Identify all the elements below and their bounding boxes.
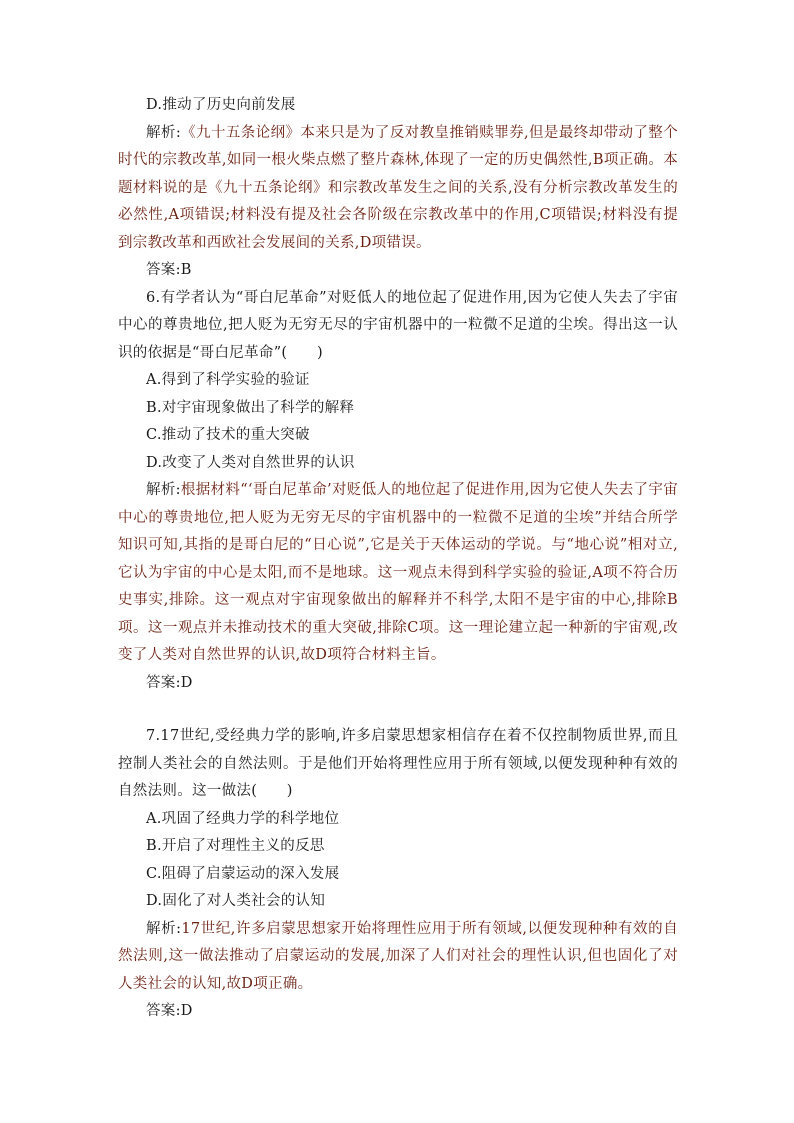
q6-explanation-text: 根据材料“‘哥白尼革命’对贬低人的地位起了促进作用,因为它使人失去了宇宙中心的尊贵地位,把人贬为无穷无尽的宇宙机器中的一粒微不足道的尘埃”并结合所学知识可知,其指的是哥白尼的“日心说”,它是关于天体运动的学说。与“地心说”相对立,它认为宇宙的中心是太阳,而不是地球。这一观点未得到科学实验的验证,A项不符合历史事实,排除。这一观点对宇宙现象做出的解释并不科学,太阳不是宇宙的中心,排除B项。这一观点并未推动技术的重大突破,排除C项。这一理论建立起一种新的宇宙观,改变了人类对自然世界的认识,故D项符合材料主旨。 [118,482,678,663]
q5-option-d: D.推动了历史向前发展 [146,97,296,113]
q7-stem: 7.17世纪,受经典力学的影响,许多启蒙思想家相信存在着不仅控制物质世界,而且控制人类社会的自然法则。于是他们开始将理性应用于所有领域,以便发现种种有效的自然法则。这一做法( ) [118,728,678,799]
q6-option-c: C.推动了技术的重大突破 [146,427,310,443]
q5-explanation [118,120,678,258]
q6-explanation [118,477,678,670]
q7-option-a: A.巩固了经典力学的科学地位 [146,810,340,827]
q6-option-a: A.得到了科学实验的验证 [146,372,310,388]
q6-stem: 6.有学者认为“哥白尼革命”对贬低人的地位起了促进作用,因为它使人失去了宇宙中心的尊贵地位,把人贬为无穷无尽的宇宙机器中的一粒微不足道的尘埃。得出这一认识的依据是“哥白尼革命”( ) [118,289,678,361]
q5-explanation-text: 《九十五条论纲》本来只是为了反对教皇推销赎罪券,但是最终却带动了整个时代的宗教改革,如同一根火柴点燃了整片森林,体现了一定的历史偶然性,B项正确。本题材料说的是《九十五条论纲》和宗教改革发生之间的关系,没有分析宗教改革发生的必然性,A项错误;材料没有提及社会各阶级在宗教改革中的作用,C项错误;材料没有提到宗教改革和西欧社会发展间的关系,D项错误。 [118,124,678,251]
document-page [118,92,678,1026]
q6-answer: 答案:D [146,674,193,691]
q6-option-b: B.对宇宙现象做出了科学的解释 [146,399,355,416]
q7-explanation-text: 17世纪,许多启蒙思想家开始将理性应用于所有领域,以便发现种种有效的自然法则,这一做法推动了启蒙运动的发展,加深了人们对社会的理性认识,但也固化了对人类社会的认知,故D项正确。 [118,920,678,992]
q5-answer: 答案:B [146,262,192,278]
q7-option-b: B.开启了对理性主义的反思 [146,838,325,854]
q6-option-d: D.改变了人类对自然世界的认识 [146,454,355,471]
q7-answer: 答案:D [146,1003,193,1019]
q7-explanation [118,916,678,999]
section-spacer [118,697,678,723]
q7-option-d: D.固化了对人类社会的认知 [146,893,326,909]
q6-explanation-label: 解析: [146,482,181,498]
q7-option-c: C.阻碍了启蒙运动的深入发展 [146,865,340,882]
q5-explanation-label: 解析: [146,124,182,141]
q7-explanation-label: 解析: [146,920,182,937]
